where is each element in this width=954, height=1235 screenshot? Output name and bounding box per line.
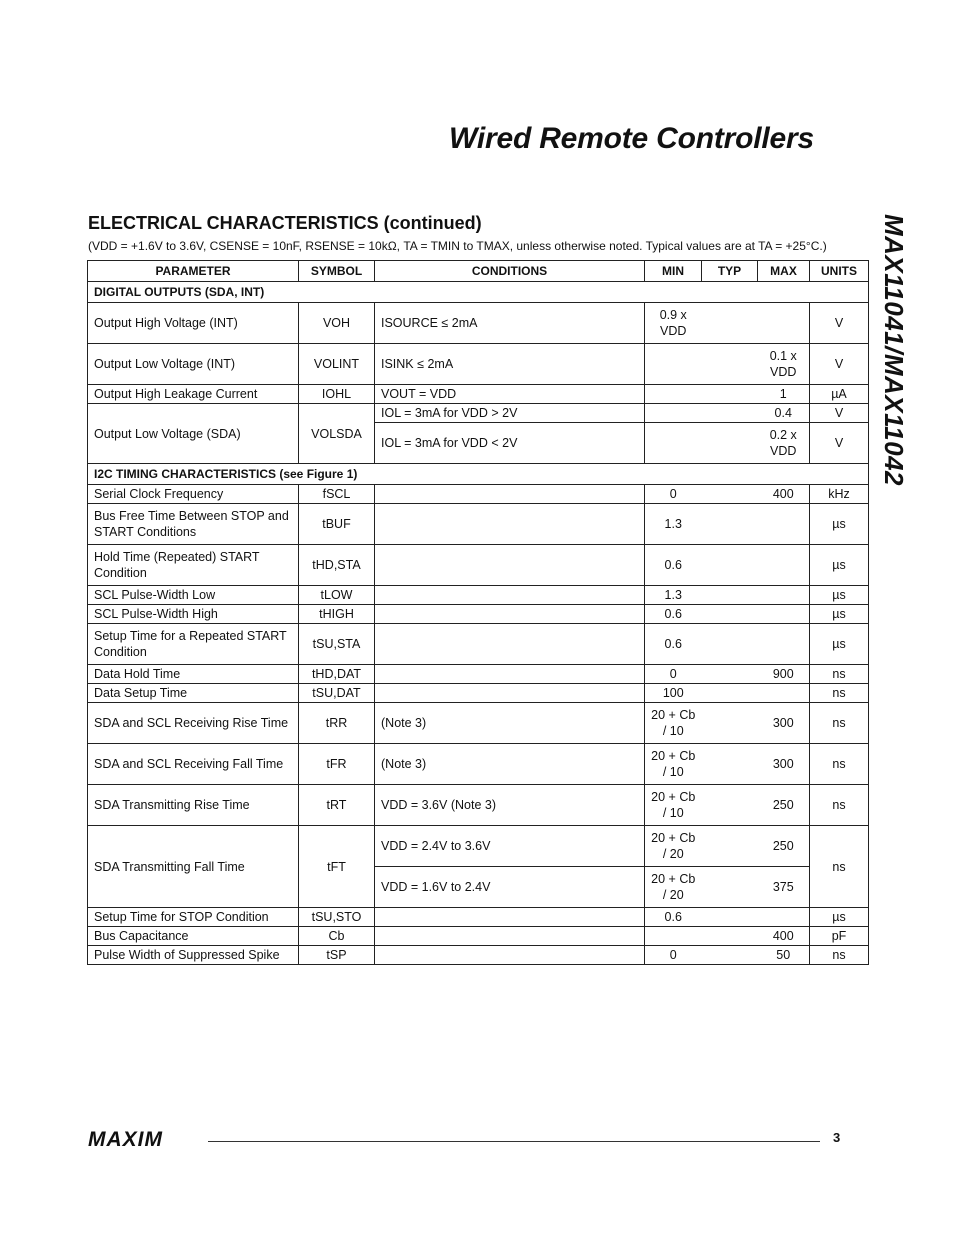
parameter-cell: Hold Time (Repeated) START Condition (88, 545, 299, 586)
units-cell: ns (810, 826, 869, 908)
maxim-logo (88, 1129, 200, 1149)
symbol-cell: IOHL (299, 385, 375, 404)
table-row (88, 703, 869, 744)
conditions-cell (375, 504, 645, 545)
page-number: 3 (833, 1130, 841, 1145)
units-cell: V (810, 404, 869, 423)
side-part-number: MAX11041/MAX11042 (879, 214, 909, 487)
max-cell: 250 (758, 785, 810, 826)
conditions-cell: IOL = 3mA for VDD > 2V (375, 404, 645, 423)
typ-cell (702, 785, 758, 826)
units-cell: ns (810, 684, 869, 703)
table-row (88, 485, 869, 504)
symbol-cell: tHD,DAT (299, 665, 375, 684)
conditions-cell: (Note 3) (375, 703, 645, 744)
conditions-cell: ISINK ≤ 2mA (375, 344, 645, 385)
min-cell (645, 404, 702, 423)
conditions-cell (375, 605, 645, 624)
max-cell (758, 605, 810, 624)
typ-cell (702, 385, 758, 404)
parameter-cell: Bus Free Time Between STOP and START Conditions (88, 504, 299, 545)
conditions-cell (375, 545, 645, 586)
table-row (88, 385, 869, 404)
conditions-cell: (Note 3) (375, 744, 645, 785)
table-row (88, 504, 869, 545)
parameter-cell: Setup Time for STOP Condition (88, 908, 299, 927)
section-title: ELECTRICAL CHARACTERISTICS (continued) (88, 213, 482, 233)
max-cell: 300 (758, 703, 810, 744)
max-cell: 300 (758, 744, 810, 785)
typ-cell (702, 344, 758, 385)
max-cell (758, 504, 810, 545)
table-row (88, 404, 869, 423)
units-cell: µs (810, 504, 869, 545)
symbol-cell: VOH (299, 303, 375, 344)
col-conditions: CONDITIONS (375, 261, 645, 282)
parameter-cell: Bus Capacitance (88, 927, 299, 946)
typ-cell (702, 665, 758, 684)
min-cell: 0.6 (645, 908, 702, 927)
symbol-cell: tBUF (299, 504, 375, 545)
min-cell: 0.6 (645, 605, 702, 624)
min-cell: 20 + Cb / 10 (645, 703, 702, 744)
typ-cell (702, 744, 758, 785)
units-cell: µA (810, 385, 869, 404)
conditions-cell: VDD = 1.6V to 2.4V (375, 867, 645, 908)
typ-cell (702, 303, 758, 344)
min-cell: 0.6 (645, 545, 702, 586)
units-cell: kHz (810, 485, 869, 504)
table-row (88, 946, 869, 965)
parameter-cell: Serial Clock Frequency (88, 485, 299, 504)
page-title: Wired Remote Controllers (449, 122, 814, 155)
table-row (88, 344, 869, 385)
symbol-cell: VOLINT (299, 344, 375, 385)
min-cell (645, 927, 702, 946)
min-cell: 1.3 (645, 586, 702, 605)
symbol-cell: Cb (299, 927, 375, 946)
parameter-cell: SDA Transmitting Rise Time (88, 785, 299, 826)
min-cell (645, 385, 702, 404)
parameter-cell: Output Low Voltage (INT) (88, 344, 299, 385)
parameter-cell: Data Hold Time (88, 665, 299, 684)
parameter-cell: Pulse Width of Suppressed Spike (88, 946, 299, 965)
symbol-cell: tSU,STO (299, 908, 375, 927)
table-row (88, 826, 869, 867)
parameter-cell: SDA and SCL Receiving Rise Time (88, 703, 299, 744)
max-cell (758, 908, 810, 927)
parameter-cell: SCL Pulse-Width Low (88, 586, 299, 605)
table-header-row (88, 261, 869, 282)
symbol-cell: tRR (299, 703, 375, 744)
symbol-cell: tFT (299, 826, 375, 908)
parameter-cell: SDA Transmitting Fall Time (88, 826, 299, 908)
max-cell: 400 (758, 485, 810, 504)
max-cell: 375 (758, 867, 810, 908)
min-cell: 100 (645, 684, 702, 703)
units-cell: µs (810, 605, 869, 624)
typ-cell (702, 504, 758, 545)
maxim-logo-text: MAXIM (88, 1129, 163, 1149)
typ-cell (702, 624, 758, 665)
col-symbol: SYMBOL (299, 261, 375, 282)
section-i2c-timing: I2C TIMING CHARACTERISTICS (see Figure 1) (88, 464, 869, 485)
symbol-cell: tHD,STA (299, 545, 375, 586)
typ-cell (702, 946, 758, 965)
table-row (88, 303, 869, 344)
typ-cell (702, 423, 758, 464)
units-cell: µs (810, 545, 869, 586)
typ-cell (702, 826, 758, 867)
max-cell (758, 303, 810, 344)
symbol-cell: tLOW (299, 586, 375, 605)
conditions-cell (375, 946, 645, 965)
conditions-cell (375, 665, 645, 684)
table-row (88, 545, 869, 586)
conditions-cell: IOL = 3mA for VDD < 2V (375, 423, 645, 464)
units-cell: ns (810, 744, 869, 785)
conditions-cell: VDD = 3.6V (Note 3) (375, 785, 645, 826)
parameter-cell: Output High Voltage (INT) (88, 303, 299, 344)
footer-rule (208, 1141, 820, 1142)
max-cell: 1 (758, 385, 810, 404)
min-cell: 0 (645, 665, 702, 684)
symbol-cell: tSU,STA (299, 624, 375, 665)
table-row (88, 927, 869, 946)
typ-cell (702, 545, 758, 586)
typ-cell (702, 684, 758, 703)
units-cell: ns (810, 703, 869, 744)
units-cell: ns (810, 946, 869, 965)
typ-cell (702, 867, 758, 908)
typ-cell (702, 605, 758, 624)
table-row (88, 605, 869, 624)
parameter-cell: SDA and SCL Receiving Fall Time (88, 744, 299, 785)
min-cell: 20 + Cb / 20 (645, 826, 702, 867)
min-cell: 20 + Cb / 20 (645, 867, 702, 908)
col-typ: TYP (702, 261, 758, 282)
symbol-cell: tSP (299, 946, 375, 965)
typ-cell (702, 908, 758, 927)
table-row (88, 744, 869, 785)
conditions-cell (375, 684, 645, 703)
col-parameter: PARAMETER (88, 261, 299, 282)
parameter-cell: SCL Pulse-Width High (88, 605, 299, 624)
max-cell: 400 (758, 927, 810, 946)
min-cell: 0.6 (645, 624, 702, 665)
symbol-cell: fSCL (299, 485, 375, 504)
table-row (88, 665, 869, 684)
table-row (88, 785, 869, 826)
test-conditions: (VDD = +1.6V to 3.6V, CSENSE = 10nF, RSENSE = 10kΩ, TA = TMIN to TMAX, unless otherwise noted. Typical values are at TA = +25°C.) (88, 239, 827, 253)
parameter-cell: Data Setup Time (88, 684, 299, 703)
section-digital-outputs: DIGITAL OUTPUTS (SDA, INT) (88, 282, 869, 303)
max-cell (758, 545, 810, 586)
col-min: MIN (645, 261, 702, 282)
max-cell (758, 586, 810, 605)
max-cell (758, 684, 810, 703)
conditions-cell (375, 927, 645, 946)
min-cell (645, 344, 702, 385)
max-cell: 50 (758, 946, 810, 965)
units-cell: V (810, 423, 869, 464)
min-cell: 1.3 (645, 504, 702, 545)
conditions-cell (375, 485, 645, 504)
min-cell: 20 + Cb / 10 (645, 744, 702, 785)
min-cell: 0.9 x VDD (645, 303, 702, 344)
conditions-cell (375, 908, 645, 927)
max-cell: 0.2 x VDD (758, 423, 810, 464)
conditions-cell: ISOURCE ≤ 2mA (375, 303, 645, 344)
symbol-cell: tSU,DAT (299, 684, 375, 703)
units-cell: V (810, 303, 869, 344)
col-max: MAX (758, 261, 810, 282)
typ-cell (702, 586, 758, 605)
typ-cell (702, 404, 758, 423)
max-cell: 0.4 (758, 404, 810, 423)
units-cell: µs (810, 908, 869, 927)
electrical-characteristics-table (87, 260, 869, 965)
col-units: UNITS (810, 261, 869, 282)
max-cell: 0.1 x VDD (758, 344, 810, 385)
units-cell: ns (810, 785, 869, 826)
symbol-cell: tHIGH (299, 605, 375, 624)
conditions-cell (375, 586, 645, 605)
typ-cell (702, 485, 758, 504)
table-row (88, 624, 869, 665)
min-cell: 20 + Cb / 10 (645, 785, 702, 826)
parameter-cell: Output Low Voltage (SDA) (88, 404, 299, 464)
symbol-cell: tFR (299, 744, 375, 785)
table-row (88, 586, 869, 605)
max-cell (758, 624, 810, 665)
units-cell: µs (810, 624, 869, 665)
conditions-cell (375, 624, 645, 665)
typ-cell (702, 703, 758, 744)
symbol-cell: tRT (299, 785, 375, 826)
conditions-cell: VOUT = VDD (375, 385, 645, 404)
symbol-cell: VOLSDA (299, 404, 375, 464)
units-cell: V (810, 344, 869, 385)
typ-cell (702, 927, 758, 946)
conditions-cell: VDD = 2.4V to 3.6V (375, 826, 645, 867)
max-cell: 250 (758, 826, 810, 867)
min-cell (645, 423, 702, 464)
table-row (88, 908, 869, 927)
min-cell: 0 (645, 946, 702, 965)
parameter-cell: Output High Leakage Current (88, 385, 299, 404)
min-cell: 0 (645, 485, 702, 504)
units-cell: ns (810, 665, 869, 684)
parameter-cell: Setup Time for a Repeated START Condition (88, 624, 299, 665)
table-row (88, 684, 869, 703)
max-cell: 900 (758, 665, 810, 684)
units-cell: pF (810, 927, 869, 946)
units-cell: µs (810, 586, 869, 605)
